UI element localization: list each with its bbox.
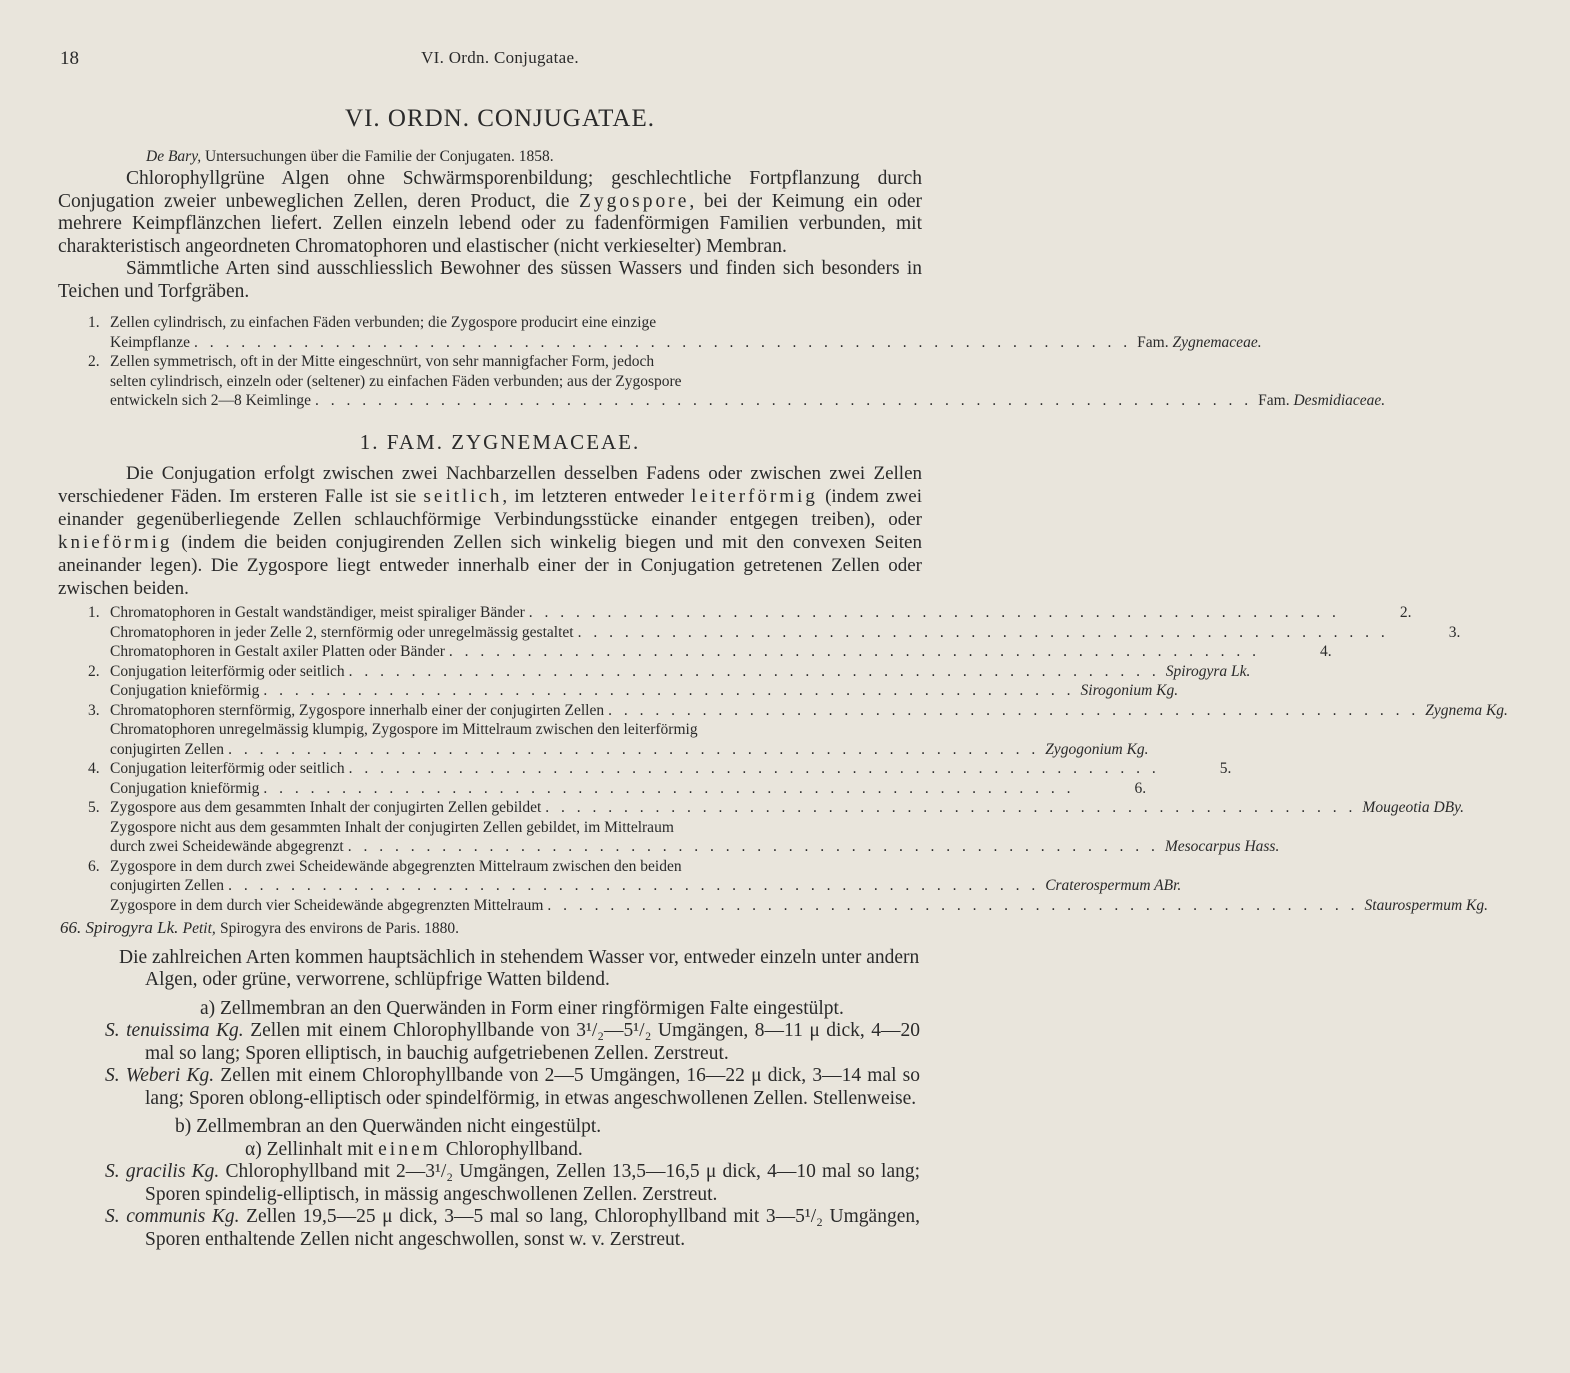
- running-title: VI. Ordn. Conjugatae.: [421, 48, 579, 67]
- key-row: [88, 642, 1332, 662]
- key-result: Fam. Desmidiaceae.: [1258, 392, 1386, 409]
- key-text: conjugirten Zellen: [110, 877, 225, 894]
- key-text-line: entwickeln sich 2—8 Keimlinge . . . . . . . . . . . . . . . . . . . . . . . . . . . . . . . . . . . . . . . . . . . . . . . . . . . . . . . . . . . .: [110, 392, 1253, 409]
- key-result: Spirogyra Lk.: [1165, 662, 1251, 680]
- key-row: [88, 603, 1412, 623]
- key-row: [88, 798, 1465, 818]
- key-text-line: durch zwei Scheidewände abgegrenzt . . . . . . . . . . . . . . . . . . . . . . . . . . . . . . . . . . . . . . . . . . . . . . . . . . . .: [110, 838, 1159, 855]
- key-text: conjugirten Zellen: [110, 740, 225, 758]
- order-key: [88, 313, 1386, 411]
- key-text-line: Conjugation leiterförmig oder seitlich . . . . . . . . . . . . . . . . . . . . . . . . . . . . . . . . . . . . . . . . . . . . . . . . . . . .: [110, 662, 1160, 680]
- key-result: Mesocarpus Hass.: [1164, 838, 1280, 855]
- key-result: Zygnema Kg.: [1425, 701, 1508, 719]
- key-result: Staurospermum Kg.: [1364, 896, 1488, 914]
- key-number: 3.: [88, 701, 100, 719]
- family-paragraph: Die Conjugation erfolgt zwischen zwei Nachbarzellen desselben Fadens oder zwischen zwei Zellen verschiedener Fäden. Im ersteren Falle ist sie seitlich, im letzteren entweder leiterförmig (indem zwei einander gegenüberliegende Zellen schlauchförmige Verbindungsstücke einander entgegen treiben), oder knieförmig (indem die beiden conjugirenden Zellen sich winkelig biegen und mit den convexen Seiten aneinander legen). Die Zygospore liegt entweder innerhalb einer der in Conjugation getretenen Zellen oder zwischen beiden.: [58, 463, 922, 599]
- key-text: Chromatophoren in Gestalt wandständiger, meist spiraliger Bänder: [110, 604, 525, 621]
- key-text: Conjugation knieförmig: [110, 779, 260, 797]
- key-number: 2.: [88, 662, 100, 680]
- key-row: [88, 857, 908, 877]
- key-text: selten cylindrisch, einzeln oder (seltener) zu einfachen Fäden verbunden; aus der Zygospore: [110, 372, 682, 390]
- genus-heading: 66. Spirogyra Lk. Petit, Spirogyra des environs de Paris. 1880.: [60, 918, 459, 937]
- key-number: 1.: [88, 314, 100, 331]
- intro-text-a: Chlorophyllgrüne Algen ohne Schwärmsporenbildung; geschlechtliche Fortpflanzung durch Conjugation zweier unbeweglichen Zellen, deren Product, die: [58, 168, 922, 212]
- running-header: [60, 48, 940, 72]
- key-result: Mougeotia DBy.: [1362, 799, 1465, 816]
- key-row: [88, 720, 908, 740]
- order-title: VI. ORDN. CONJUGATAE.: [345, 105, 655, 132]
- key-row: [88, 352, 908, 372]
- key-number: 1.: [88, 604, 100, 621]
- spirogyra-section: [60, 917, 920, 1251]
- key-row: [88, 313, 908, 333]
- family-heading: 1. FAM. ZYGNEMACEAE.: [359, 430, 641, 454]
- key-row: [88, 740, 1149, 760]
- spaced-term: leiterförmig: [691, 486, 818, 507]
- key-row: [88, 681, 1179, 701]
- genus-intro: Die zahlreichen Arten kommen hauptsächlich in stehendem Wasser vor, entweder einzeln unter andern Algen, oder grüne, verworrene, schlüpfrige Watten bildend.: [119, 946, 920, 990]
- key-text: Conjugation knieförmig: [110, 682, 260, 699]
- key-row: [88, 896, 1488, 916]
- key-text: Zellen cylindrisch, zu einfachen Fäden verbunden; die Zygospore producirt eine einzige: [110, 314, 657, 331]
- key-text: Chromatophoren sternförmig, Zygospore innerhalb einer der conjugirten Zellen: [110, 701, 605, 719]
- key-result: 6.: [1134, 779, 1147, 797]
- key-row: [88, 779, 1147, 799]
- key-result: 3.: [1448, 623, 1461, 641]
- genus-key: [88, 603, 1508, 915]
- section-alpha-heading: α) Zellinhalt mit einem Chlorophyllband.: [245, 1138, 583, 1160]
- intro-text-b: , bei der Keimung ein oder mehrere Keimpflänzchen liefert. Zellen einzeln lebend oder zu fadenförmigen Familien verbunden, mit charakteristisch angeordneten Chromatophoren und elastischer (nicht verkieselter) Membran.: [58, 190, 922, 257]
- key-text: Zygospore in dem durch vier Scheidewände abgegrenzten Mittelraum: [110, 896, 544, 914]
- key-row: [88, 372, 908, 392]
- key-row: [88, 759, 1232, 779]
- key-row: [88, 333, 1262, 353]
- key-text-line: Zygospore in dem durch zwei Scheidewände abgegrenzten Mittelraum zwischen den beiden: [110, 857, 682, 875]
- section-b-heading: b) Zellmembran an den Querwänden nicht eingestülpt.: [175, 1116, 602, 1137]
- key-row: [88, 818, 908, 838]
- reference-text: Untersuchungen über die Familie der Conjugaten. 1858.: [204, 148, 554, 165]
- species-entry: S. tenuissima Kg. Zellen mit einem Chlorophyllbande von 3¹/₂—5¹/₂ Umgängen, 8—11 μ dick, 4—20 mal so lang; Sporen elliptisch, in bauchig aufgetriebenen Zellen. Zerstreut.: [105, 1020, 920, 1064]
- key-result: 4.: [1320, 643, 1332, 660]
- key-text: Conjugation leiterförmig oder seitlich: [110, 662, 345, 680]
- key-text: Zellen symmetrisch, oft in der Mitte eingeschnürt, von sehr mannigfacher Form, jedoch: [110, 353, 655, 370]
- key-text: Keimpflanze: [110, 333, 191, 351]
- key-result: Fam. Zygnemaceae.: [1137, 333, 1262, 351]
- intro-paragraph-1: [58, 168, 922, 258]
- key-number: 2.: [88, 353, 100, 370]
- key-result: Craterospermum ABr.: [1045, 877, 1182, 894]
- species-entry: S. Weberi Kg. Zellen mit einem Chlorophyllbande von 2—5 Umgängen, 16—22 μ dick, 3—14 mal so lang; Sporen oblong-elliptisch oder spindelförmig, in etwas angeschwollenen Zellen. Stellenweise.: [105, 1065, 921, 1109]
- key-row: [88, 623, 1461, 643]
- reference-author: De Bary,: [146, 148, 202, 165]
- key-row: [88, 662, 1251, 682]
- key-text-line: Zygospore aus dem gesammten Inhalt der conjugirten Zellen gebildet . . . . . . . . . . . . . . . . . . . . . . . . . . . . . . . . . . . . . . . . . . . . . . . . . . . .: [110, 799, 1357, 816]
- family-description: [58, 462, 922, 600]
- key-row: [88, 701, 1508, 721]
- spaced-term: seitlich: [423, 486, 503, 507]
- key-text: Chromatophoren in Gestalt axiler Platten oder Bänder: [110, 643, 445, 660]
- key-result: Zygogonium Kg.: [1045, 740, 1149, 758]
- key-text: Conjugation leiterförmig oder seitlich: [110, 760, 345, 777]
- key-text-line: Chromatophoren in jeder Zelle 2, sternförmig oder unregelmässig gestaltet . . . . . . . . . . . . . . . . . . . . . . . . . . . . . . . . . . . . . . . . . . . . . . . . . . . .: [110, 623, 1389, 641]
- key-result: Sirogonium Kg.: [1080, 682, 1179, 699]
- key-text: durch zwei Scheidewände abgegrenzt: [110, 838, 344, 855]
- key-result: 5.: [1219, 760, 1232, 777]
- key-row: [88, 837, 1280, 857]
- key-text-line: Chromatophoren in Gestalt axiler Platten oder Bänder . . . . . . . . . . . . . . . . . . . . . . . . . . . . . . . . . . . . . . . . . . . . . . . . . . . .: [110, 643, 1261, 660]
- key-text-line: Chromatophoren in Gestalt wandständiger, meist spiraliger Bänder . . . . . . . . . . . . . . . . . . . . . . . . . . . . . . . . . . . . . . . . . . . . . . . . . . . .: [110, 604, 1340, 621]
- key-text-line: Keimpflanze . . . . . . . . . . . . . . . . . . . . . . . . . . . . . . . . . . . . . . . . . . . . . . . . . . . . . . . . . . . .: [110, 333, 1132, 351]
- key-text: entwickeln sich 2—8 Keimlinge: [110, 392, 312, 409]
- species-entry: S. gracilis Kg. Chlorophyllband mit 2—3¹/₂ Umgängen, Zellen 13,5—16,5 μ dick, 4—10 mal so lang; Sporen spindelig-elliptisch, in mässig angeschwollenen Zellen. Zerstreut.: [105, 1161, 921, 1205]
- page-number: 18: [60, 48, 79, 69]
- key-result: 2.: [1399, 604, 1412, 621]
- key-row: [88, 876, 1182, 896]
- key-text-line: Zygospore in dem durch vier Scheidewände abgegrenzten Mittelraum . . . . . . . . . . . . . . . . . . . . . . . . . . . . . . . . . . . . . . . . . . . . . . . . . . . .: [110, 896, 1359, 914]
- key-text-line: conjugirten Zellen . . . . . . . . . . . . . . . . . . . . . . . . . . . . . . . . . . . . . . . . . . . . . . . . . . . .: [110, 877, 1040, 894]
- key-number: 6.: [88, 857, 100, 875]
- literature-reference: [146, 148, 554, 166]
- key-number: 4.: [88, 760, 100, 777]
- key-text-line: Conjugation knieförmig . . . . . . . . . . . . . . . . . . . . . . . . . . . . . . . . . . . . . . . . . . . . . . . . . . . .: [110, 682, 1075, 699]
- key-text-line: Chromatophoren unregelmässig klumpig, Zygospore im Mittelraum zwischen den leiterförmig: [110, 721, 698, 738]
- key-text-line: Conjugation knieförmig . . . . . . . . . . . . . . . . . . . . . . . . . . . . . . . . . . . . . . . . . . . . . . . . . . . .: [110, 779, 1075, 797]
- key-text-line: Conjugation leiterförmig oder seitlich . . . . . . . . . . . . . . . . . . . . . . . . . . . . . . . . . . . . . . . . . . . . . . . . . . . .: [110, 760, 1160, 777]
- key-text: Zygospore aus dem gesammten Inhalt der conjugirten Zellen gebildet: [110, 799, 542, 816]
- key-text: Chromatophoren in jeder Zelle 2, sternförmig oder unregelmässig gestaltet: [110, 623, 574, 641]
- order-description: [58, 168, 922, 303]
- species-entry: S. communis Kg. Zellen 19,5—25 μ dick, 3—5 mal so lang, Chlorophyllband mit 3—5¹/₂ Umgängen, Sporen enthaltende Zellen nicht angeschwollen, sonst w. v. Zerstreut.: [105, 1206, 920, 1250]
- section-a-heading: a) Zellmembran an den Querwänden in Form einer ringförmigen Falte eingestülpt.: [200, 997, 844, 1019]
- intro-paragraph-2: Sämmtliche Arten sind ausschliesslich Bewohner des süssen Wassers und finden sich besonders in Teichen und Torfgräben.: [58, 258, 922, 302]
- intro-spaced-term: Zygospore: [578, 190, 690, 212]
- key-text-line: Chromatophoren sternförmig, Zygospore innerhalb einer der conjugirten Zellen . . . . . . . . . . . . . . . . . . . . . . . . . . . . . . . . . . . . . . . . . . . . . . . . . . . .: [110, 701, 1420, 719]
- spaced-term: knieförmig: [58, 532, 173, 553]
- key-number: 5.: [88, 799, 100, 816]
- key-text-line: Zygospore nicht aus dem gesammten Inhalt der conjugirten Zellen gebildet, im Mittelraum: [110, 818, 674, 836]
- key-row: [88, 391, 1386, 411]
- key-text-line: conjugirten Zellen . . . . . . . . . . . . . . . . . . . . . . . . . . . . . . . . . . . . . . . . . . . . . . . . . . . .: [110, 740, 1040, 758]
